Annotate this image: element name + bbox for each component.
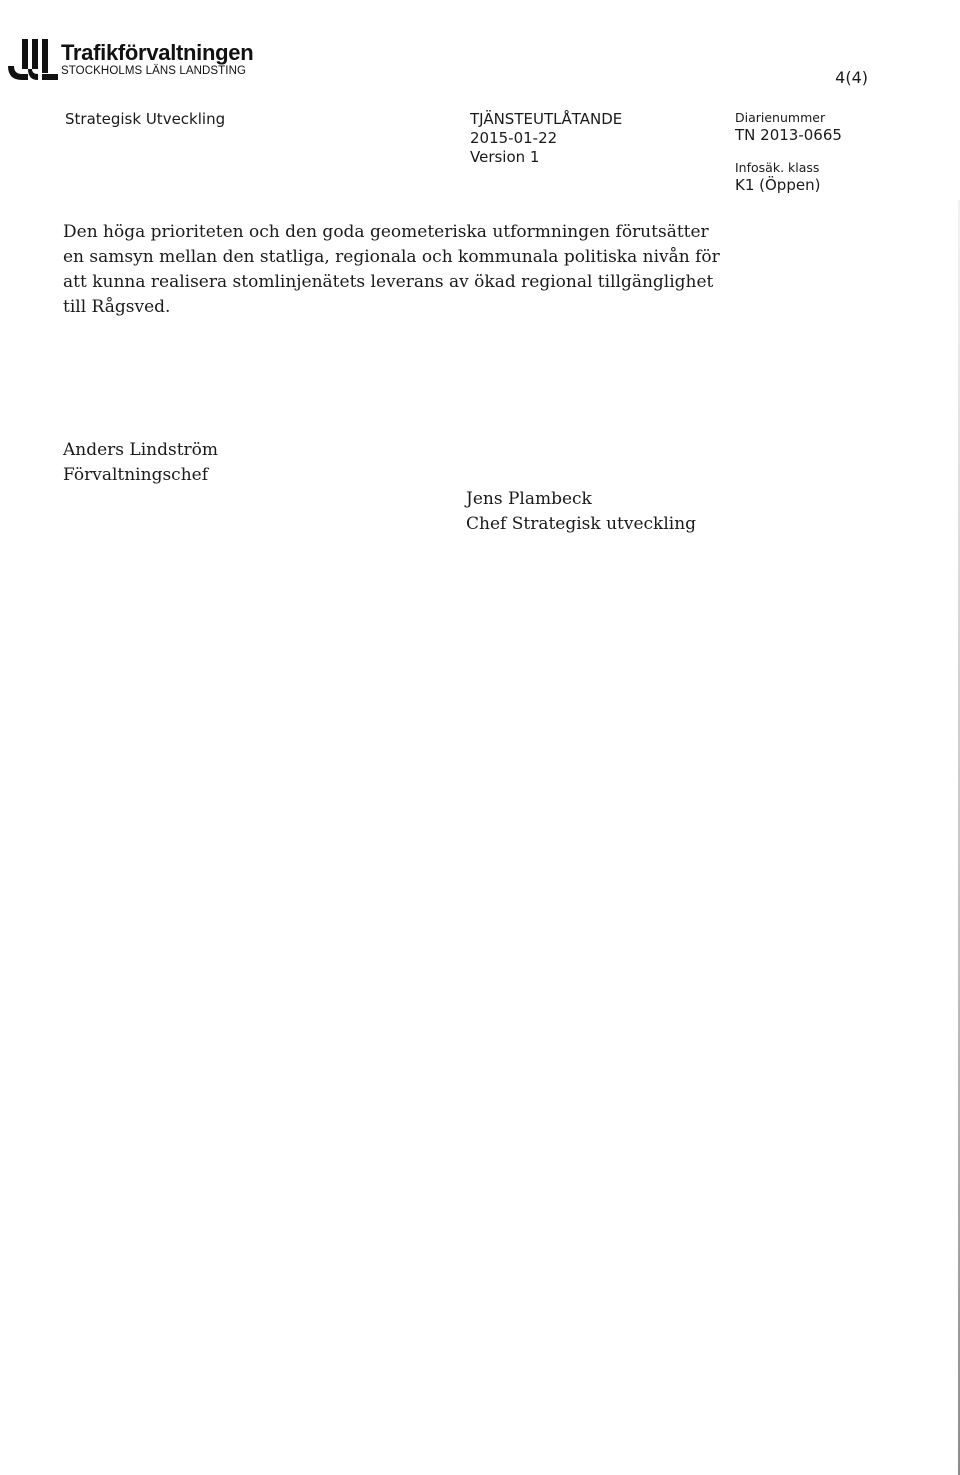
signature-right: [466, 487, 696, 537]
classification-info: [735, 160, 820, 195]
department: Strategisk Utveckling: [65, 110, 226, 128]
diarie-value: TN 2013-0665: [735, 126, 842, 144]
organization-logo: [6, 36, 253, 86]
document-info: [470, 110, 622, 167]
signature-title: Chef Strategisk utveckling: [466, 514, 697, 534]
logo-name: Trafikförvaltningen: [61, 40, 254, 65]
document-type: TJÄNSTEUTLÅTANDE: [470, 110, 623, 128]
body-paragraph: Den höga prioriteten och den goda geometeriska utformningen förutsätter en samsyn mellan den statliga, regionala och kommunala politiska nivån för att kunna realisera stomlinjenätets leverans av ökad regional tillgänglighet till Rågsved.: [63, 222, 720, 317]
page-number: 4(4): [835, 68, 868, 87]
document-date: 2015-01-22: [470, 129, 558, 147]
diarie-label: Diarienummer: [735, 110, 826, 125]
infosak-value: K1 (Öppen): [735, 176, 821, 194]
signature-name: Anders Lindström: [63, 440, 219, 460]
infosak-label: Infosäk. klass: [735, 160, 820, 175]
logo-text: [61, 42, 253, 78]
signature-name: Jens Plambeck: [466, 489, 592, 509]
signature-left: [63, 438, 218, 488]
logo-subtitle: STOCKHOLMS LÄNS LANDSTING: [61, 65, 247, 77]
document-version: Version 1: [470, 148, 540, 166]
trafikforvaltningen-logo-icon: [6, 36, 58, 82]
registration-info: [735, 110, 842, 145]
signature-title: Förvaltningschef: [63, 465, 208, 485]
